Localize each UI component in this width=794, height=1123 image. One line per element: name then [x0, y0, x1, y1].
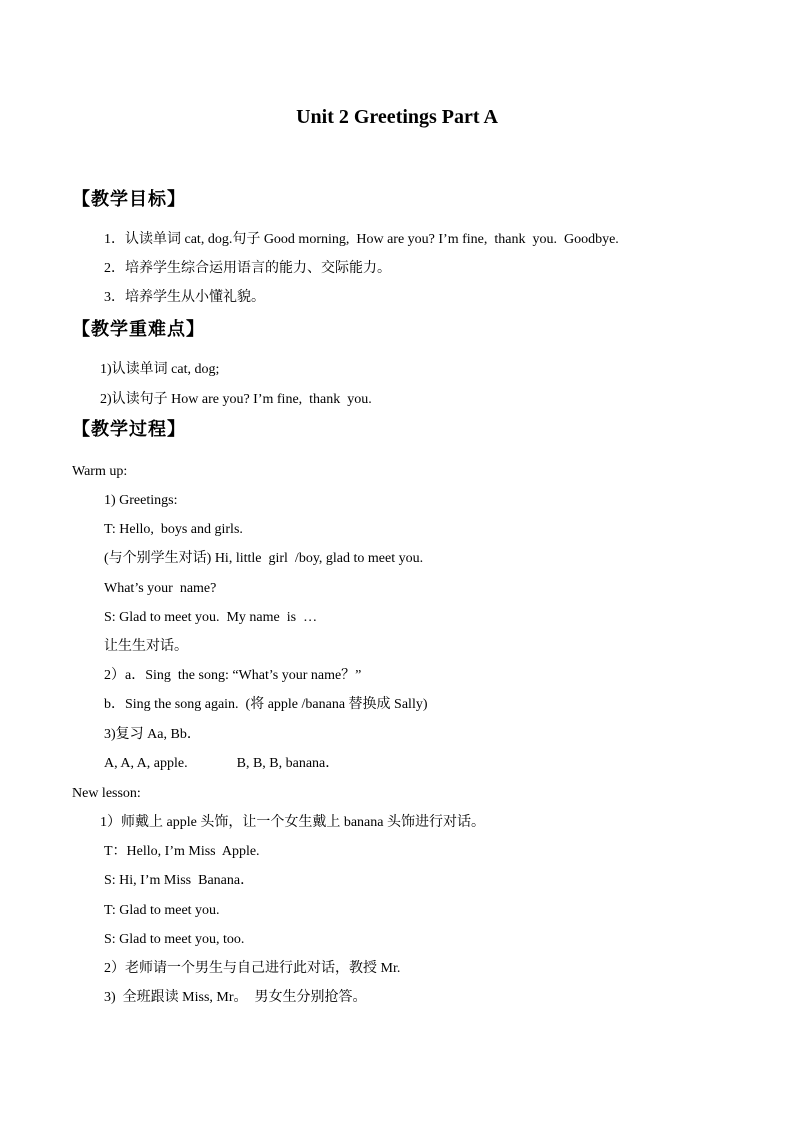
warm-up-line: 1) Greetings:	[104, 493, 178, 508]
warm-up-line: 3)复习 Aa, Bb．	[104, 727, 201, 742]
warm-up-line: 让生生对话。	[104, 639, 188, 654]
warm-up-line: A, A, A, apple. B, B, B, banana．	[104, 756, 340, 771]
new-lesson-line: T: Glad to meet you.	[104, 903, 220, 918]
warm-up-line: S: Glad to meet you. My name is …	[104, 610, 318, 625]
key-point-item-2: 2)认读句子 How are you? I’m fine, thank you.	[100, 392, 372, 407]
new-lesson-line: S: Glad to meet you, too.	[104, 932, 245, 947]
heading-objectives: 【教学目标】	[72, 189, 186, 210]
objective-item-3: 3．培养学生从小懂礼貌。	[104, 290, 265, 305]
new-lesson-line: S: Hi, I’m Miss Banana．	[104, 873, 255, 888]
objective-item-2: 2．培养学生综合运用语言的能力、交际能力。	[104, 261, 391, 276]
new-lesson-line: 3) 全班跟读 Miss, Mr。 男女生分别抢答。	[104, 990, 367, 1005]
document-title: Unit 2 Greetings Part A	[296, 106, 498, 128]
key-point-item-1: 1)认读单词 cat, dog;	[100, 362, 220, 377]
heading-key-points: 【教学重难点】	[72, 319, 205, 340]
warm-up-line: T: Hello, boys and girls.	[104, 522, 243, 537]
warm-up-label: Warm up:	[72, 464, 128, 479]
new-lesson-label: New lesson:	[72, 786, 141, 801]
new-lesson-line: 2）老师请一个男生与自己进行此对话，教授 Mr.	[104, 961, 401, 976]
warm-up-line: What’s your name?	[104, 581, 217, 596]
warm-up-line: (与个别学生对话) Hi, little girl /boy, glad to meet you.	[104, 551, 424, 566]
heading-process: 【教学过程】	[72, 419, 186, 440]
warm-up-line: 2）a．Sing the song: “What’s your name？”	[104, 668, 362, 683]
warm-up-line: b．Sing the song again. (将 apple /banana 替换成 Sally)	[104, 697, 428, 712]
objective-item-1: 1．认读单词 cat, dog.句子 Good morning, How are you? I’m fine, thank you. Goodbye.	[104, 232, 619, 247]
new-lesson-line: 1）师戴上 apple 头饰，让一个女生戴上 banana 头饰进行对话。	[100, 815, 485, 830]
new-lesson-line: T：Hello, I’m Miss Apple.	[104, 844, 260, 859]
